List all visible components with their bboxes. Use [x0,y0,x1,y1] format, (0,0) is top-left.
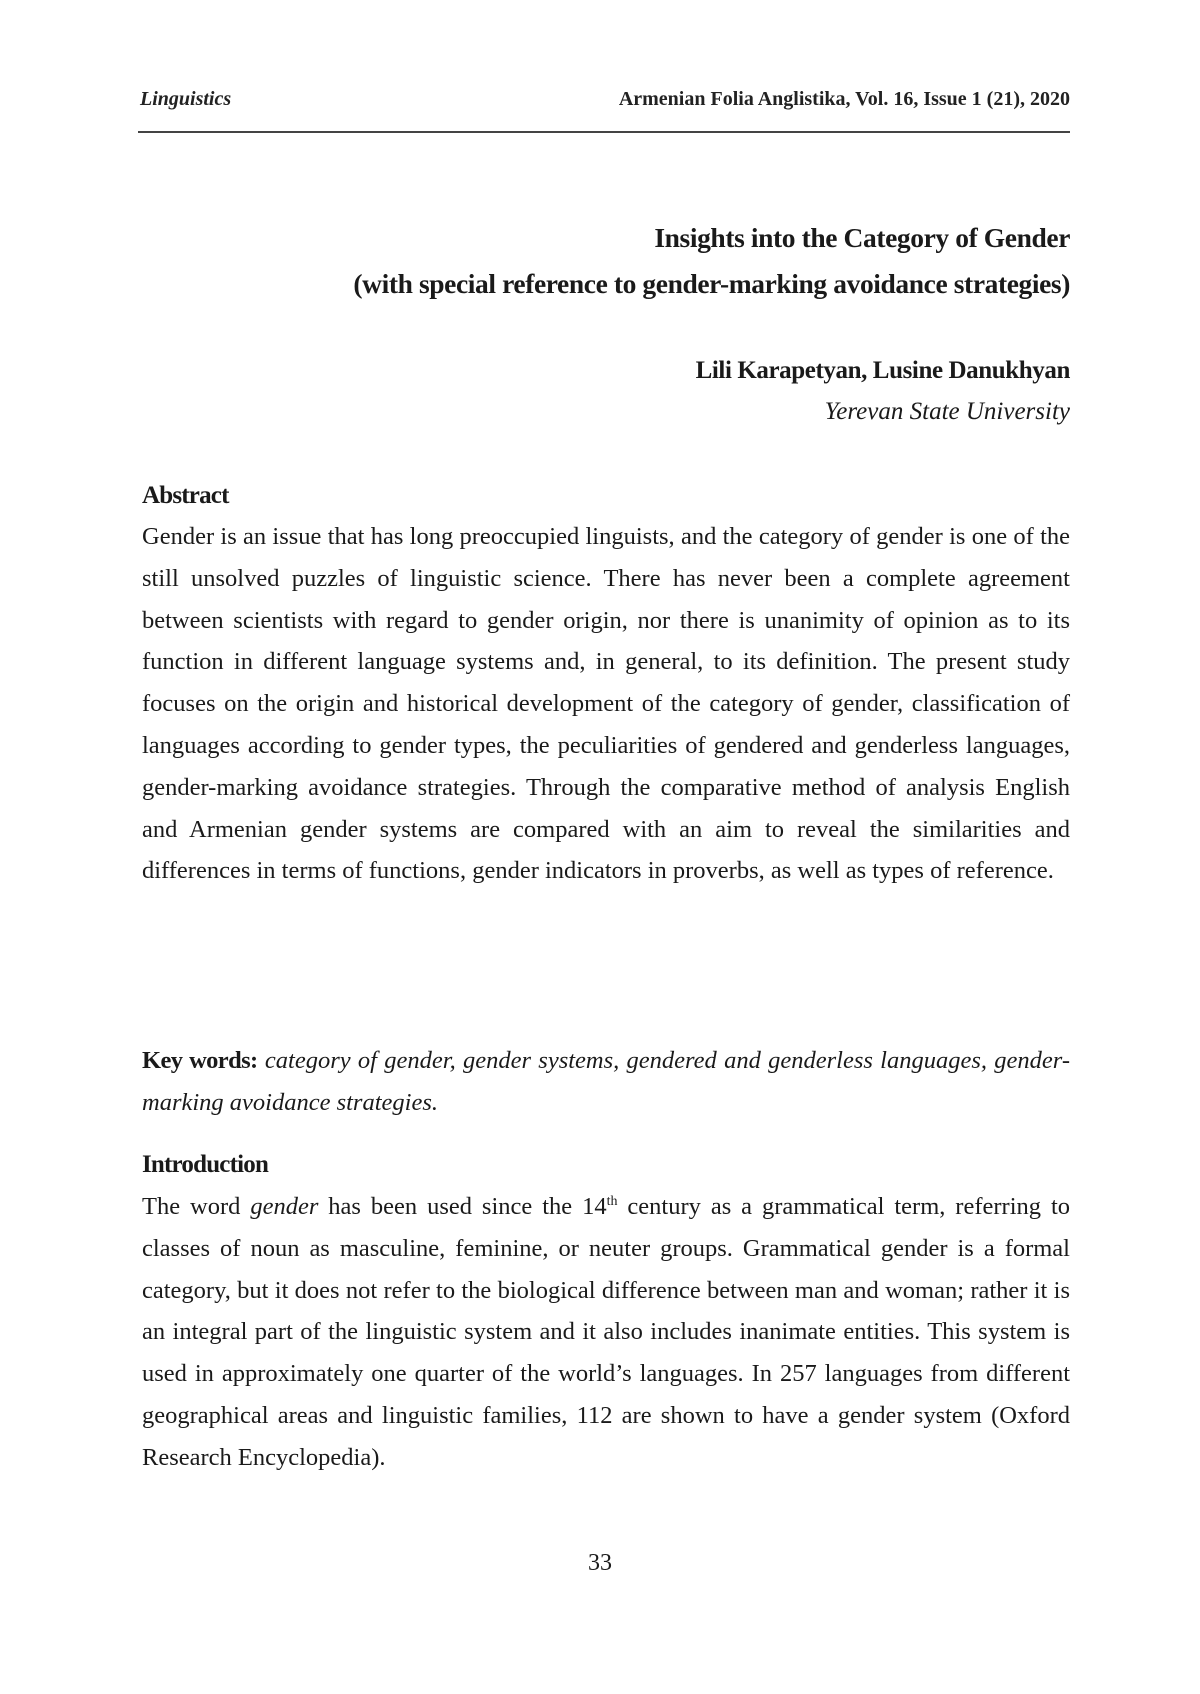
intro-text-rest: century as a grammatical term, referring to classes of noun as masculine, feminine, or neuter groups. Grammatical gender is a formal category, but it does not refer to the biological difference between man and woman; rather it is an integral part of the linguistic system and it also includes inanimate entities. This system is used in approximately one quarter of the world’s languages. In 257 languages from different geographical areas and linguistic families, 112 are shown to have a gender system (Oxford Research Encyclopedia). [142,1193,1070,1471]
abstract-heading: Abstract [142,482,229,509]
intro-superscript: th [606,1193,618,1209]
running-header [140,88,1070,111]
author-affiliation: Yerevan State University [824,398,1070,425]
introduction-heading: Introduction [142,1151,269,1178]
article-title [353,215,1070,307]
abstract-text: Gender is an issue that has long preoccupied linguists, and the category of gender is one of the still unsolved puzzles of linguistic science. There has never been a complete agreement between scientists with regard to gender origin, nor there is unanimity of opinion as to its function in different language systems and, in general, to its definition. The present study focuses on the origin and historical development of the category of gender, classification of languages according to gender types, the peculiarities of gendered and genderless languages, gender-marking avoidance strategies. Through the comparative method of analysis English and Armenian gender systems are compared with an aim to reveal the similarities and differences in terms of functions, gender indicators in proverbs, as well as types of reference. [142,523,1070,885]
intro-term-gender: gender [250,1193,319,1220]
keywords-list: category of gender, gender systems, gendered and genderless languages, gender-marking avoidance strategies. [142,1046,1071,1116]
header-rule [138,131,1070,133]
intro-text-start: The word [142,1193,251,1220]
keywords-paragraph [142,1040,1070,1124]
header-section-name: Linguistics [140,88,232,110]
title-line-2: (with special reference to gender-marking avoidance strategies) [353,268,1070,299]
author-names: Lili Karapetyan, Lusine Danukhyan [695,357,1070,384]
keywords-label: Key words: [142,1046,258,1074]
title-line-1: Insights into the Category of Gender [654,222,1070,253]
header-journal-citation: Armenian Folia Anglistika, Vol. 16, Issue 1 (21), 2020 [618,88,1070,110]
introduction-paragraph [142,1186,1070,1479]
intro-text-mid: has been used since the 14 [318,1193,607,1220]
page-number: 33 [588,1550,612,1576]
